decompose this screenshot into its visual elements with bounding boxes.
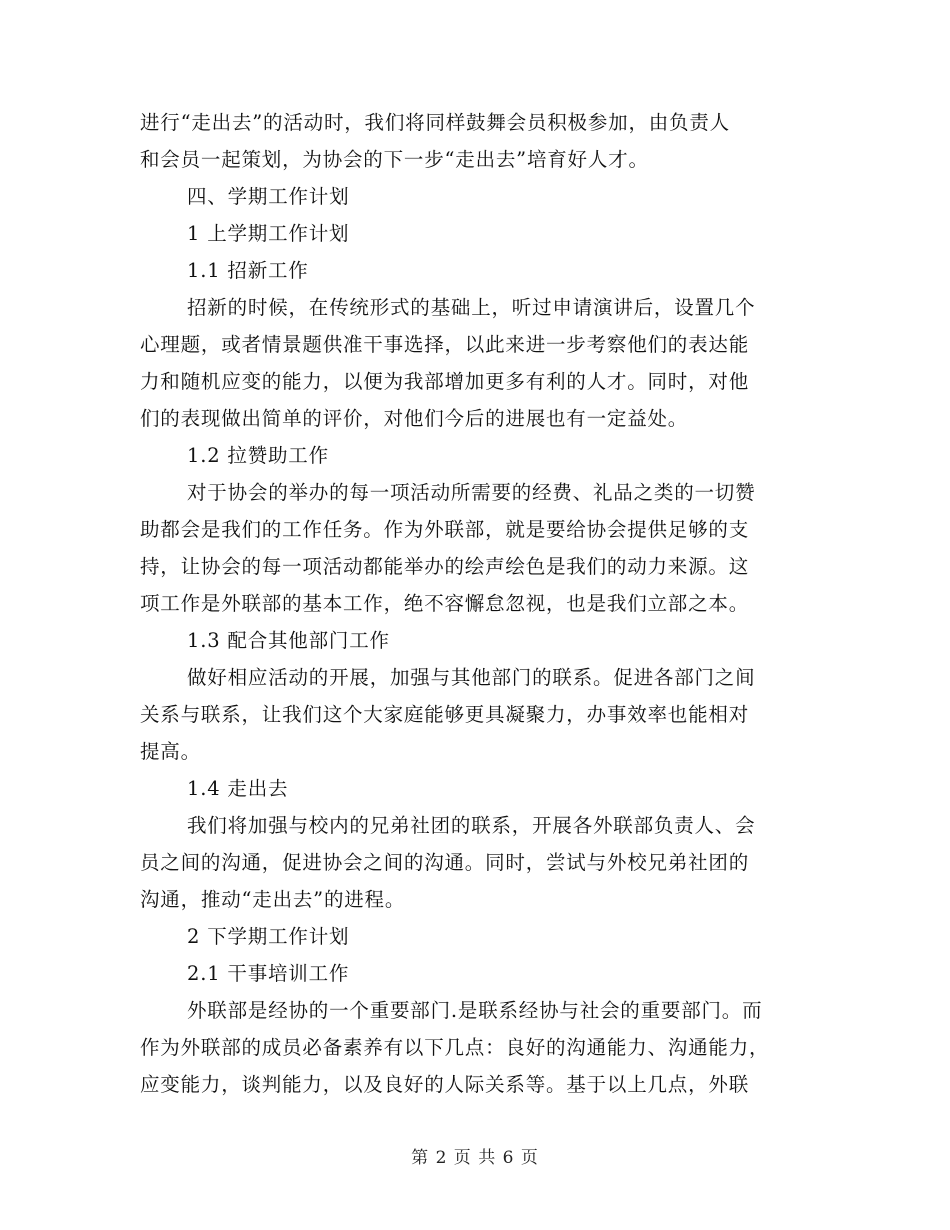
text-line: 2.1 干事培训工作 — [187, 962, 350, 985]
text-line: 进行“走出去”的活动时，我们将同样鼓舞会员积极参加，由负责人 — [140, 111, 730, 134]
text-line: 持，让协会的每一项活动都能举办的绘声绘色是我们的动力来源。这 — [140, 555, 750, 578]
text-line: 四、学期工作计划 — [187, 185, 350, 208]
text-line: 和会员一起策划，为协会的下一步“走出去”培育好人才。 — [140, 148, 649, 171]
text-line: 1 上学期工作计划 — [187, 222, 350, 245]
text-line: 对于协会的举办的每一项活动所需要的经费、礼品之类的一切赞 — [187, 481, 756, 504]
page-footer: 第 2 页 共 6 页 — [411, 1148, 539, 1168]
text-line: 作为外联部的成员必备素养有以下几点：良好的沟通能力、沟通能力， — [140, 1036, 770, 1059]
text-line: 心理题，或者情景题供准干事选择，以此来进一步考察他们的表达能 — [140, 333, 750, 356]
text-line: 助都会是我们的工作任务。作为外联部，就是要给协会提供足够的支 — [140, 518, 750, 541]
text-line: 外联部是经协的一个重要部门.是联系经协与社会的重要部门。而 — [187, 999, 763, 1022]
text-line: 1.2 拉赞助工作 — [187, 444, 329, 467]
text-line: 关系与联系，让我们这个大家庭能够更具凝聚力，办事效率也能相对 — [140, 703, 750, 726]
text-line: 1.1 招新工作 — [187, 259, 309, 282]
text-line: 力和随机应变的能力，以便为我部增加更多有利的人才。同时，对他 — [140, 370, 750, 393]
document-body — [140, 104, 812, 1103]
text-line: 应变能力，谈判能力，以及良好的人际关系等。基于以上几点，外联 — [140, 1073, 750, 1096]
text-line: 1.4 走出去 — [187, 777, 289, 800]
text-line: 2 下学期工作计划 — [187, 925, 350, 948]
text-line: 提高。 — [140, 740, 201, 763]
text-line: 沟通，推动“走出去”的进程。 — [140, 888, 406, 911]
text-line: 项工作是外联部的基本工作，绝不容懈怠忽视，也是我们立部之本。 — [140, 592, 750, 615]
text-line: 1.3 配合其他部门工作 — [187, 629, 390, 652]
text-line: 们的表现做出简单的评价，对他们今后的进展也有一定益处。 — [140, 407, 689, 430]
text-line: 招新的时候，在传统形式的基础上，听过申请演讲后，设置几个 — [187, 296, 756, 319]
text-line: 做好相应活动的开展，加强与其他部门的联系。促进各部门之间 — [187, 666, 756, 689]
text-line: 我们将加强与校内的兄弟社团的联系，开展各外联部负责人、会 — [187, 814, 756, 837]
text-line: 员之间的沟通，促进协会之间的沟通。同时，尝试与外校兄弟社团的 — [140, 851, 750, 874]
